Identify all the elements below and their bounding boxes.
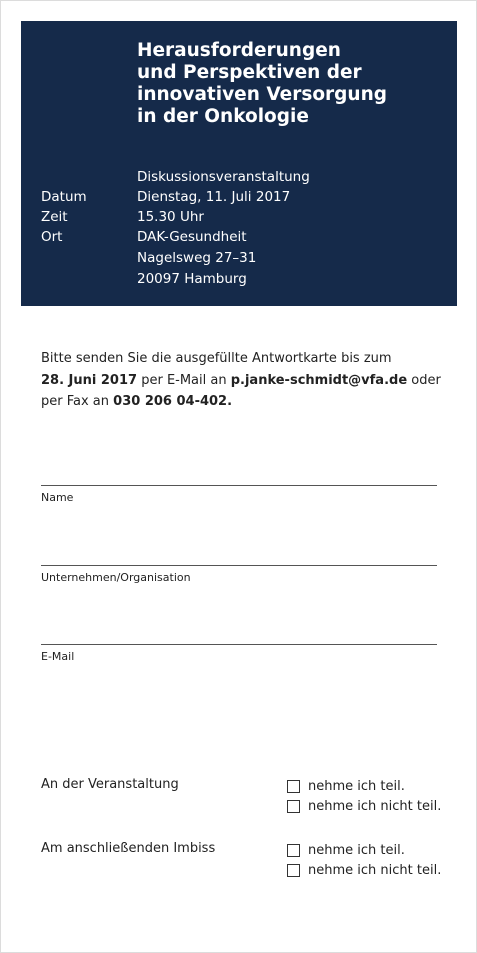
snack-attend-yes-option[interactable] <box>287 841 405 859</box>
fax-number: 030 206 04-402. <box>113 394 233 409</box>
event-title-line: in der Onkologie <box>137 106 309 127</box>
instructions <box>41 348 441 413</box>
email-field-label: E-Mail <box>41 650 75 663</box>
snack-attendance-question: Am anschließenden Imbiss <box>41 841 216 856</box>
time-label: Zeit <box>41 209 68 225</box>
date-value: Dienstag, 11. Juli 2017 <box>137 189 291 205</box>
checkbox-icon[interactable] <box>287 864 300 877</box>
date-label: Datum <box>41 189 87 205</box>
name-field-label: Name <box>41 491 74 504</box>
instructions-text: oder <box>407 372 441 388</box>
instructions-text: per E-Mail an <box>137 372 231 388</box>
time-value: 15.30 Uhr <box>137 209 204 225</box>
option-label: nehme ich nicht teil. <box>308 862 442 878</box>
checkbox-icon[interactable] <box>287 800 300 813</box>
event-title-line: Herausforderungen <box>137 40 341 61</box>
event-header <box>21 21 457 306</box>
name-field[interactable] <box>41 485 437 486</box>
option-label: nehme ich teil. <box>308 842 405 858</box>
event-attend-no-option[interactable] <box>287 797 441 815</box>
place-line: 20097 Hamburg <box>137 271 247 287</box>
instructions-text: per Fax an <box>41 394 114 409</box>
place-line: DAK-Gesundheit <box>137 229 247 245</box>
place-label: Ort <box>41 229 63 245</box>
event-type: Diskussionsveranstaltung <box>137 169 310 185</box>
contact-email: p.janke-schmidt@vfa.de <box>230 372 408 388</box>
snack-attend-no-option[interactable] <box>287 861 441 879</box>
checkbox-icon[interactable] <box>287 844 300 857</box>
event-title <box>137 40 437 128</box>
deadline-date: 28. Juni 2017 <box>41 372 138 388</box>
option-label: nehme ich teil. <box>308 778 405 794</box>
event-attend-yes-option[interactable] <box>287 777 405 795</box>
organisation-field[interactable] <box>41 565 437 566</box>
option-label: nehme ich nicht teil. <box>308 798 442 814</box>
place-line: Nagelsweg 27–31 <box>137 250 257 266</box>
event-title-line: und Perspektiven der <box>137 62 362 83</box>
event-title-line: innovativen Versorgung <box>137 84 387 105</box>
event-attendance-question: An der Veranstaltung <box>41 777 179 792</box>
organisation-field-label: Unternehmen/Organisation <box>41 571 191 584</box>
email-field[interactable] <box>41 644 437 645</box>
checkbox-icon[interactable] <box>287 780 300 793</box>
instructions-line-1: Bitte senden Sie die ausgefüllte Antwortkarte bis zum <box>41 351 392 366</box>
